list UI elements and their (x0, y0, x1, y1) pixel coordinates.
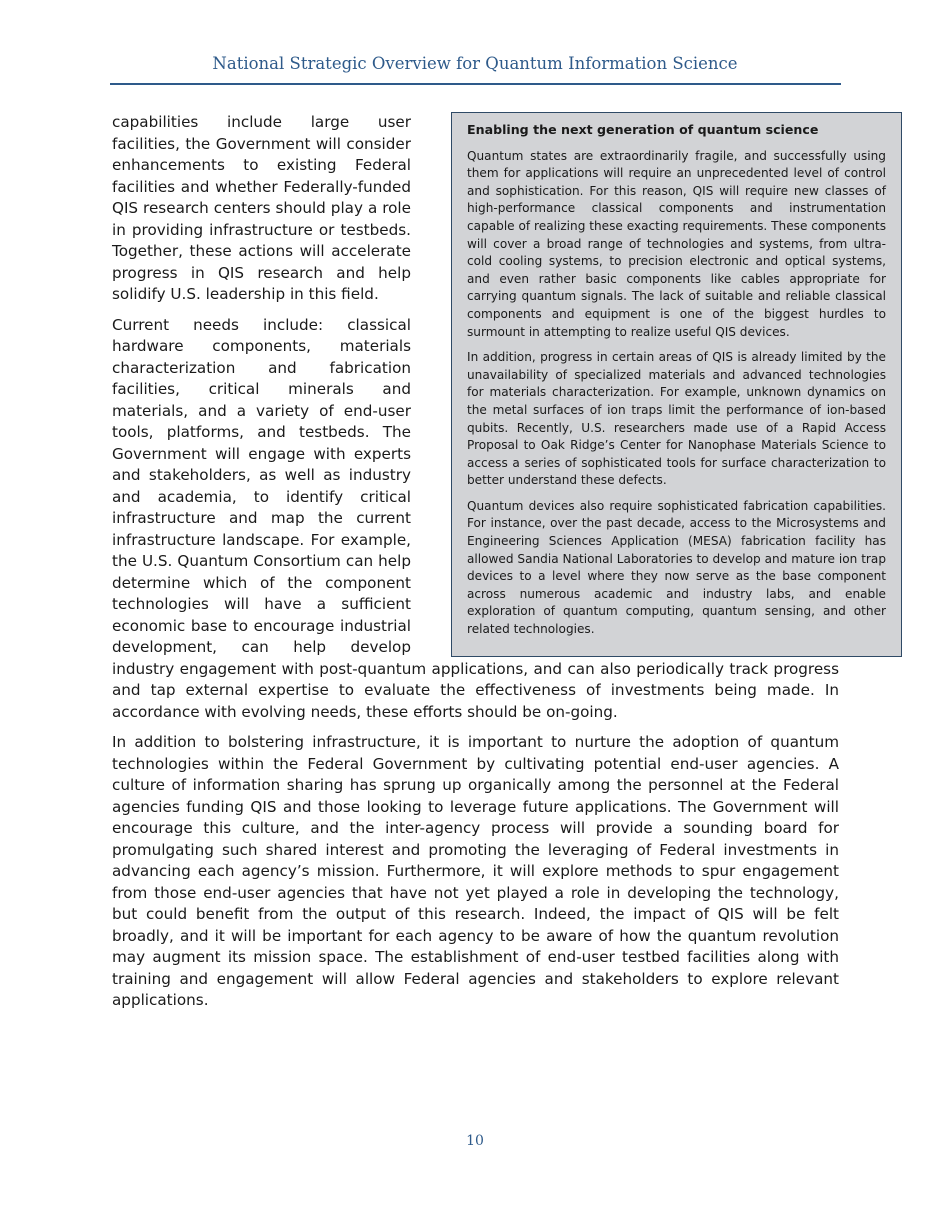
body-paragraph: capabilities include large user facilities, the Government will consider enhancements to existing Federal facilities and whether Federally-funded QIS research centers should play a role in providing infrastructure or testbeds. Together, these actions will accelerate progress in QIS research and help solidify U.S. leadership in this field. (112, 113, 411, 303)
sidebar-box (451, 112, 902, 657)
sidebar-paragraph: Quantum states are extraordinarily fragile, and successfully using them for applications will require an unprecedented level of control and sophistication. For this reason, QIS will require new classes of high-performance classical components and instrumentation capable of realizing these exacting requirements. These components will cover a broad range of technologies and systems, from ultra-cold cooling systems, to precision electronic and optical systems, and even rather basic components like cables appropriate for carrying quantum signals. The lack of suitable and reliable classical components and equipment is one of the biggest hurdles to surmount in attempting to realize useful QIS devices. (467, 148, 886, 339)
sidebar-title: Enabling the next generation of quantum science (467, 122, 819, 137)
page-content (112, 112, 886, 1021)
sidebar-paragraph: In addition, progress in certain areas of QIS is already limited by the unavailability of specialized materials and advanced technologies for materials characterization. For example, unknown dynamics on the metal surfaces of ion traps limit the performance of ion-based qubits. Recently, U.S. researchers made use of a Rapid Access Proposal to Oak Ridge’s Center for Nanophase Materials Science to access a series of sophisticated tools for surface characterization to better understand these defects. (467, 350, 886, 488)
body-paragraph: Current needs include: classical hardware components, materials characterization and fabrication facilities, critical minerals and materials, and a variety of end-user tools, platforms, and testbeds. The Government will engage with experts and stakeholders, as well as industry and academia, to identify critical infrastructure and map the current infrastructure landscape. For example, the U.S. Quantum Consortium can help determine which of the component technologies will have a sufficient economic base to encourage industrial development, can help develop industry engagement with post-quantum applications, and can also periodically track progress and tap external expertise to evaluate the effectiveness of investments being made. In accordance with evolving needs, these efforts should be on-going. (112, 315, 839, 721)
page-header-title: National Strategic Overview for Quantum Information Science (212, 54, 738, 73)
header-divider (110, 83, 841, 85)
page-number: 10 (466, 1133, 484, 1149)
body-paragraph: In addition to bolstering infrastructure, it is important to nurture the adoption of quantum technologies within the Federal Government by cultivating potential end-user agencies. A culture of information sharing has sprung up organically among the personnel at the Federal agencies funding QIS and those looking to leverage future applications. The Government will encourage this culture, and the inter-agency process will provide a sounding board for promulgating such shared interest and promoting the leveraging of Federal investments in advancing each agency’s mission. Furthermore, it will explore methods to spur engagement from those end-user agencies that have not yet played a role in developing the technology, but could benefit from the output of this research. Indeed, the impact of QIS will be felt broadly, and it will be important for each agency to be aware of how the quantum revolution may augment its mission space. The establishment of end-user testbed facilities along with training and engagement will allow Federal agencies and stakeholders to explore relevant applications. (112, 733, 839, 1009)
sidebar-paragraph: Quantum devices also require sophisticated fabrication capabilities. For instance, over the past decade, access to the Microsystems and Engineering Sciences Application (MESA) fabrication facility has allowed Sandia National Laboratories to develop and mature ion trap devices to a level where they now serve as the base component across numerous academic and industry labs, and enable exploration of quantum computing, quantum sensing, and other related technologies. (467, 498, 886, 637)
